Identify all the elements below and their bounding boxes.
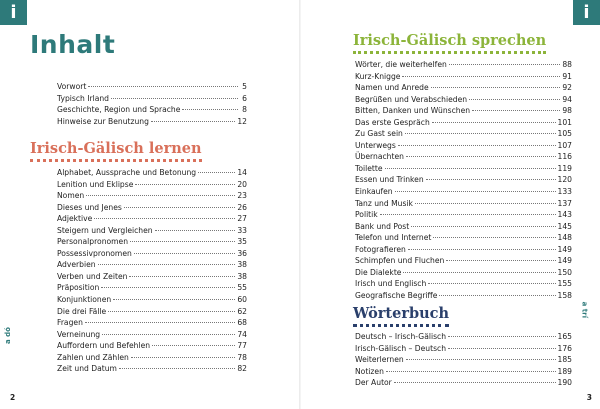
section-heading-speak-text: Irisch-Gälisch sprechen (353, 32, 547, 49)
toc-entry[interactable] (355, 232, 572, 244)
toc-entry-page: 6 (242, 93, 247, 103)
toc-entry-page: 107 (557, 140, 572, 150)
toc-entry-label: Die Dialekte (355, 267, 402, 277)
toc-entry[interactable] (355, 331, 572, 343)
toc-entry-page: 120 (557, 175, 572, 185)
toc-entry[interactable] (355, 267, 572, 279)
toc-entry-page: 190 (557, 378, 572, 388)
toc-entry-page: 27 (237, 214, 247, 224)
toc-entry[interactable] (57, 259, 247, 271)
dot-leader (151, 121, 235, 122)
toc-entry-label: Irisch-Gälisch – Deutsch (355, 343, 447, 353)
toc-entry-page: 148 (557, 233, 572, 243)
section-heading-learn-text: Irisch-Gälisch lernen (30, 140, 202, 157)
dot-leader (472, 110, 560, 111)
toc-entry-label: Begrüßen und Verabschieden (355, 94, 468, 104)
dot-leader (94, 218, 235, 219)
toc-entry-label: Fotografieren (355, 244, 406, 254)
dot-leader (385, 168, 556, 169)
dot-leader (406, 156, 556, 157)
dot-leader (152, 345, 235, 346)
toc-entry[interactable] (355, 59, 572, 71)
toc-entry-label: Kurz-Knigge (355, 71, 401, 81)
dot-leader (433, 237, 555, 238)
section-heading-learn (30, 140, 202, 162)
toc-entry-label: Fragen (57, 318, 83, 328)
dot-leader (449, 64, 560, 65)
dot-leader (469, 99, 560, 100)
toc-entry-label: Irisch und Englisch (355, 279, 427, 289)
side-tab-right: a trí (580, 301, 588, 318)
toc-entry-page: 176 (557, 343, 572, 353)
toc-entry-label: Das erste Gespräch (355, 117, 430, 127)
toc-entry[interactable] (57, 190, 247, 202)
toc-entry-page: 155 (557, 279, 572, 289)
toc-entry[interactable] (355, 94, 572, 106)
dot-leader (86, 195, 235, 196)
toc-entry[interactable] (57, 248, 247, 260)
toc-entry-page: 55 (237, 283, 247, 293)
toc-entry[interactable] (355, 343, 572, 355)
toc-entry-page: 36 (237, 248, 247, 258)
toc-entry-label: Typisch Irland (57, 93, 109, 103)
toc-entry[interactable] (355, 290, 572, 302)
toc-entry-label: Lenition und Eklipse (57, 179, 134, 189)
dot-leader (102, 334, 235, 335)
dot-leader (405, 133, 556, 134)
toc-entry-page: 116 (557, 152, 572, 162)
toc-entry-label: Der Autor (355, 378, 392, 388)
toc-entry-label: Zahlen und Zählen (57, 352, 129, 362)
dot-leader (432, 122, 556, 123)
toc-entry[interactable] (355, 255, 572, 267)
dot-leader (111, 98, 238, 99)
toc-entry-page: 101 (557, 117, 572, 127)
toc-entry[interactable] (355, 82, 572, 94)
dot-leader (439, 295, 555, 296)
toc-entry-label: Bitten, Danken und Wünschen (355, 106, 471, 116)
toc-entry-page: 26 (237, 202, 247, 212)
toc-entry-page: 119 (557, 163, 572, 173)
dot-leader (406, 359, 556, 360)
toc-entry-page: 149 (557, 256, 572, 266)
dot-leader (198, 172, 235, 173)
toc-entry[interactable] (355, 278, 572, 290)
toc-entry-label: Notizen (355, 366, 384, 376)
toc-entry-label: Unterwegs (355, 140, 396, 150)
toc-entry-label: Zeit und Datum (57, 364, 117, 374)
toc-entry-page: 5 (242, 82, 247, 91)
toc-entry-label: Nomen (57, 191, 85, 201)
dot-leader (98, 264, 236, 265)
toc-entry[interactable] (57, 352, 247, 364)
toc-entry[interactable] (355, 198, 572, 210)
toc-entry-page: 98 (562, 106, 572, 116)
toc-entry-page: 35 (237, 237, 247, 247)
toc-entry-page: 185 (557, 355, 572, 365)
dot-leader (101, 287, 235, 288)
toc-entry-label: Geografische Begriffe (355, 290, 438, 300)
toc-entry-label: Präposition (57, 283, 100, 293)
toc-entry-label: Tanz und Musik (355, 198, 413, 208)
toc-entry[interactable] (57, 306, 247, 318)
toc-entry-label: Telefon und Internet (355, 233, 432, 243)
toc-entry[interactable] (355, 354, 572, 366)
toc-learn-list (57, 167, 247, 375)
toc-entry[interactable] (57, 179, 247, 191)
info-icon: i (0, 0, 27, 25)
toc-entry[interactable] (57, 329, 247, 341)
toc-entry[interactable] (57, 116, 247, 128)
dot-leader (431, 87, 561, 88)
dot-leader (408, 249, 556, 250)
toc-entry[interactable] (355, 174, 572, 186)
toc-entry-label: Bank und Post (355, 221, 410, 231)
dot-leader (448, 348, 555, 349)
dot-leader (415, 203, 556, 204)
toc-entry-label: Auffordern und Befehlen (57, 341, 151, 351)
toc-entry-label: Politik (355, 210, 378, 220)
toc-entry-label: Adverbien (57, 260, 96, 270)
toc-entry-page: 12 (237, 116, 247, 126)
toc-entry-label: Verneinung (57, 329, 101, 339)
toc-entry[interactable] (355, 186, 572, 198)
toc-entry-page: 143 (557, 210, 572, 220)
toc-entry[interactable] (57, 282, 247, 294)
toc-entry-page: 165 (557, 332, 572, 341)
toc-entry[interactable] (57, 271, 247, 283)
toc-entry-page: 62 (237, 306, 247, 316)
dot-leader (113, 299, 235, 300)
toc-entry-page: 94 (562, 94, 572, 104)
dot-leader (386, 371, 556, 372)
toc-dict-list (355, 331, 572, 389)
toc-entry-page: 133 (557, 187, 572, 197)
toc-entry[interactable] (57, 93, 247, 105)
heading-dots (353, 324, 449, 327)
toc-entry[interactable] (355, 209, 572, 221)
toc-entry[interactable] (57, 363, 247, 375)
toc-entry-label: Verben und Zeiten (57, 271, 128, 281)
toc-entry[interactable] (355, 163, 572, 175)
toc-entry-page: 189 (557, 366, 572, 376)
toc-entry[interactable] (57, 340, 247, 352)
toc-entry-page: 158 (557, 290, 572, 300)
dot-leader (402, 76, 560, 77)
toc-entry-page: 33 (237, 225, 247, 235)
toc-entry-page: 150 (557, 267, 572, 277)
section-heading-speak (353, 32, 546, 54)
toc-entry-page: 92 (562, 83, 572, 93)
toc-entry-label: Adjektive (57, 214, 93, 224)
dot-leader (380, 214, 556, 215)
toc-entry-page: 149 (557, 244, 572, 254)
dot-leader (395, 191, 556, 192)
toc-speak-list (355, 59, 572, 301)
toc-entry-label: Die drei Fälle (57, 306, 107, 316)
dot-leader (182, 109, 238, 110)
toc-entry-page: 91 (562, 71, 572, 81)
toc-entry-page: 38 (237, 260, 247, 270)
dot-leader (448, 336, 555, 337)
dot-leader (88, 86, 238, 87)
toc-intro-list (57, 81, 247, 127)
toc-entry[interactable] (57, 81, 247, 93)
dot-leader (403, 272, 555, 273)
toc-entry-label: Essen und Trinken (355, 175, 424, 185)
toc-entry-label: Namen und Anrede (355, 83, 429, 93)
toc-entry[interactable] (355, 140, 572, 152)
toc-entry[interactable] (57, 104, 247, 116)
toc-entry-page: 78 (237, 352, 247, 362)
toc-entry-page: 68 (237, 318, 247, 328)
toc-entry-page: 105 (557, 129, 572, 139)
dot-leader (446, 260, 555, 261)
side-tab-left: a dó (4, 327, 12, 344)
toc-entry-label: Deutsch – Irisch-Gälisch (355, 332, 447, 341)
dot-leader (108, 311, 235, 312)
toc-entry-label: Konjunktionen (57, 295, 112, 305)
toc-entry-page: 14 (237, 168, 247, 177)
toc-entry-label: Toilette (355, 163, 383, 173)
toc-entry-page: 137 (557, 198, 572, 208)
toc-entry-page: 77 (237, 341, 247, 351)
dot-leader (134, 253, 236, 254)
toc-entry-label: Steigern und Vergleichen (57, 225, 153, 235)
dot-leader (130, 241, 235, 242)
dot-leader (411, 226, 555, 227)
toc-entry-label: Übernachten (355, 152, 404, 162)
toc-entry-page: 8 (242, 105, 247, 115)
toc-entry[interactable] (355, 151, 572, 163)
toc-entry[interactable] (57, 294, 247, 306)
page-number-left: 2 (10, 393, 16, 402)
toc-entry[interactable] (355, 117, 572, 129)
toc-entry[interactable] (355, 221, 572, 233)
toc-entry-label: Weiterlernen (355, 355, 404, 365)
toc-entry-label: Alphabet, Aussprache und Betonung (57, 168, 197, 177)
section-heading-dict (353, 305, 449, 327)
toc-entry-label: Einkaufen (355, 187, 393, 197)
toc-entry-page: 145 (557, 221, 572, 231)
heading-dots (353, 51, 546, 54)
dot-leader (394, 382, 556, 383)
toc-entry-label: Hinweise zur Benutzung (57, 116, 149, 126)
dot-leader (428, 283, 555, 284)
toc-entry[interactable] (57, 317, 247, 329)
toc-entry-label: Dieses und Jenes (57, 202, 122, 212)
toc-entry[interactable] (355, 377, 572, 389)
toc-entry-label: Personalpronomen (57, 237, 129, 247)
toc-entry[interactable] (355, 71, 572, 83)
toc-entry[interactable] (57, 167, 247, 179)
toc-entry[interactable] (57, 213, 247, 225)
dot-leader (155, 230, 236, 231)
toc-entry[interactable] (57, 225, 247, 237)
toc-entry-page: 20 (237, 179, 247, 189)
toc-entry-page: 60 (237, 295, 247, 305)
toc-entry-label: Wörter, die weiterhelfen (355, 60, 447, 69)
toc-entry[interactable] (355, 366, 572, 378)
toc-entry-label: Possessivpronomen (57, 248, 132, 258)
toc-entry-page: 82 (237, 364, 247, 374)
toc-entry-label: Schimpfen und Fluchen (355, 256, 445, 266)
toc-entry-page: 74 (237, 329, 247, 339)
page-number-right: 3 (586, 393, 592, 402)
dot-leader (124, 207, 235, 208)
toc-entry[interactable] (57, 236, 247, 248)
toc-entry[interactable] (355, 105, 572, 117)
dot-leader (131, 357, 236, 358)
toc-entry-label: Zu Gast sein (355, 129, 403, 139)
dot-leader (85, 322, 235, 323)
dot-leader (426, 179, 556, 180)
dot-leader (119, 368, 235, 369)
heading-dots (30, 159, 202, 162)
toc-entry[interactable] (355, 244, 572, 256)
dot-leader (129, 276, 235, 277)
page-gutter (299, 0, 301, 409)
page-title: Inhalt (30, 30, 116, 59)
toc-entry[interactable] (57, 202, 247, 214)
toc-entry[interactable] (355, 128, 572, 140)
dot-leader (398, 145, 556, 146)
dot-leader (135, 184, 235, 185)
toc-entry-page: 88 (562, 60, 572, 69)
toc-entry-page: 38 (237, 271, 247, 281)
toc-entry-label: Vorwort (57, 82, 87, 91)
section-heading-dict-text: Wörterbuch (353, 305, 450, 322)
toc-entry-page: 23 (237, 191, 247, 201)
info-icon: i (573, 0, 600, 25)
toc-entry-label: Geschichte, Region und Sprache (57, 105, 181, 115)
